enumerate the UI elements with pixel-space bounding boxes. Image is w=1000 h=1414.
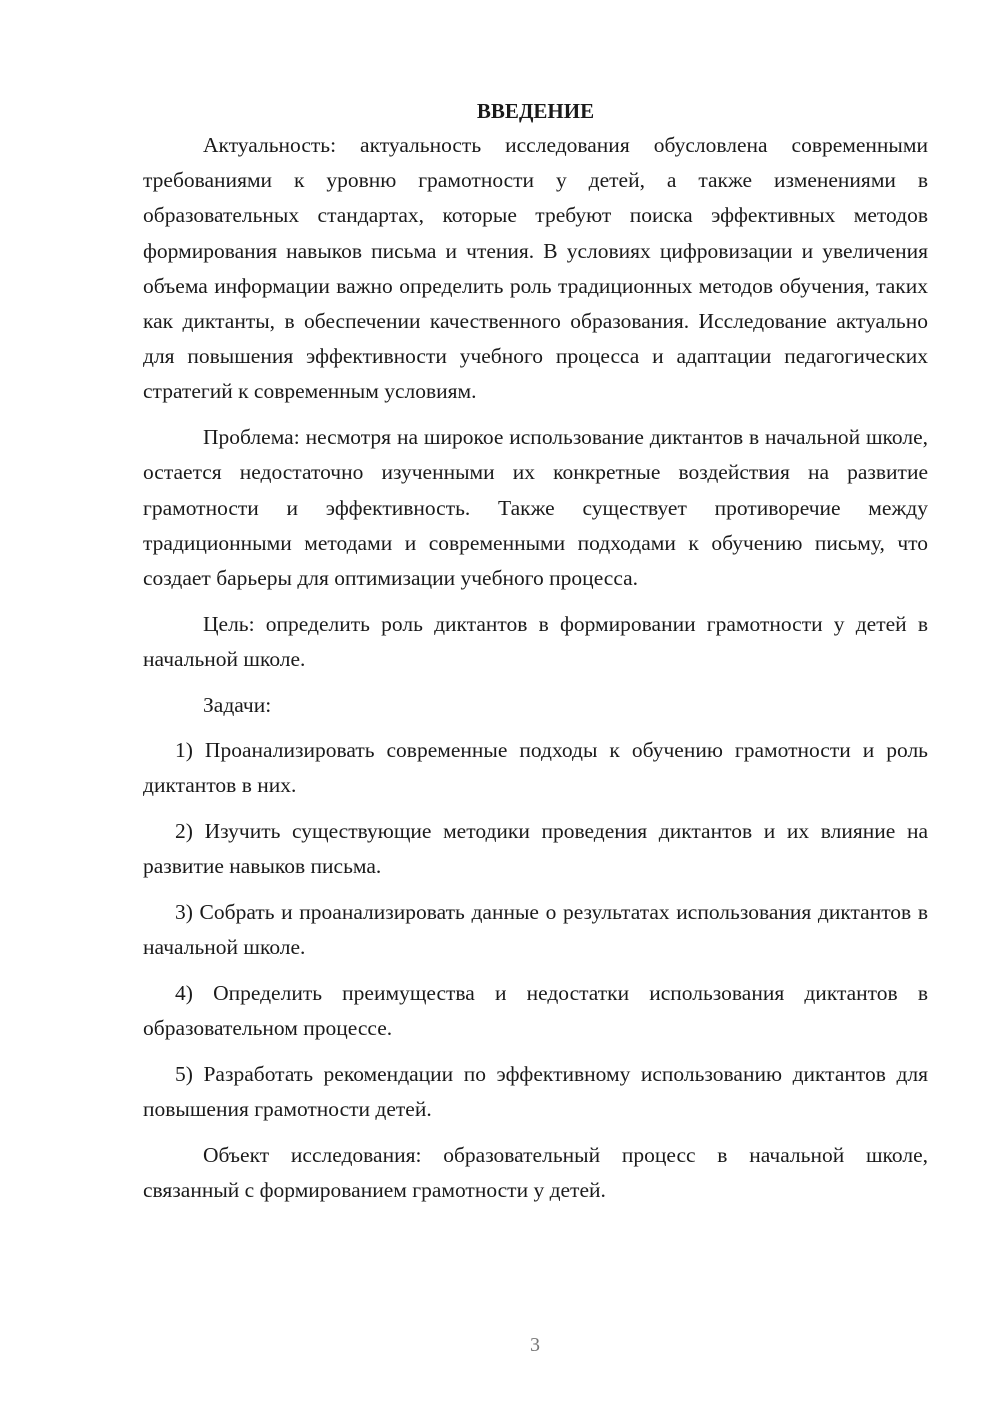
task-number: 3): [175, 900, 193, 925]
task-item: [143, 976, 928, 1046]
task-text: Собрать и проанализировать данные о результатах использования диктантов в начальной школе.: [143, 900, 928, 960]
task-item: [143, 814, 928, 884]
task-text: Определить преимущества и недостатки использования диктантов в образовательном процессе.: [143, 980, 928, 1041]
task-item: [143, 733, 928, 803]
task-item: [143, 895, 928, 965]
task-number: 4): [175, 980, 193, 1005]
task-item: [143, 1057, 928, 1127]
task-number: 1): [175, 738, 193, 763]
task-text: Изучить существующие методики проведения диктантов и их влияние на развитие навыков письма.: [143, 819, 929, 879]
task-text: Разработать рекомендации по эффективному использованию диктантов для повышения грамотности детей.: [143, 1061, 928, 1122]
section-heading: ВВЕДЕНИЕ: [476, 99, 595, 123]
task-text: Проанализировать современные подходы к обучению грамотности и роль диктантов в них.: [143, 738, 928, 798]
tasks-label: Задачи:: [203, 692, 272, 717]
relevance-paragraph: Актуальность: актуальность исследования обусловлена современными требованиями к уровню грамотности у детей, а также изменениями в образовательных стандартах, которые требуют поиска эффективных методов формирования навыков письма и чтения. В условиях цифровизации и увеличения объема информации важно определить роль традиционных методов обучения, таких как диктанты, в обеспечении качественного образования. Исследование актуально для повышения эффективности учебного процесса и адаптации педагогических стратегий к современным условиям.: [143, 133, 928, 404]
problem-paragraph: Проблема: несмотря на широкое использование диктантов в начальной школе, остается недостаточно изученными их конкретные воздействия на развитие грамотности и эффективность. Также существует противоречие между традиционными методами и современными подходами к обучению письму, что создает барьеры для оптимизации учебного процесса.: [143, 425, 928, 590]
page-content: [143, 96, 928, 1208]
task-number: 5): [175, 1061, 193, 1086]
task-number: 2): [175, 819, 193, 844]
page-number: 3: [530, 1334, 540, 1356]
goal-paragraph: Цель: определить роль диктантов в формировании грамотности у детей в начальной школе.: [143, 611, 928, 671]
object-paragraph: Объект исследования: образовательный процесс в начальной школе, связанный с формированием грамотности у детей.: [143, 1142, 928, 1202]
